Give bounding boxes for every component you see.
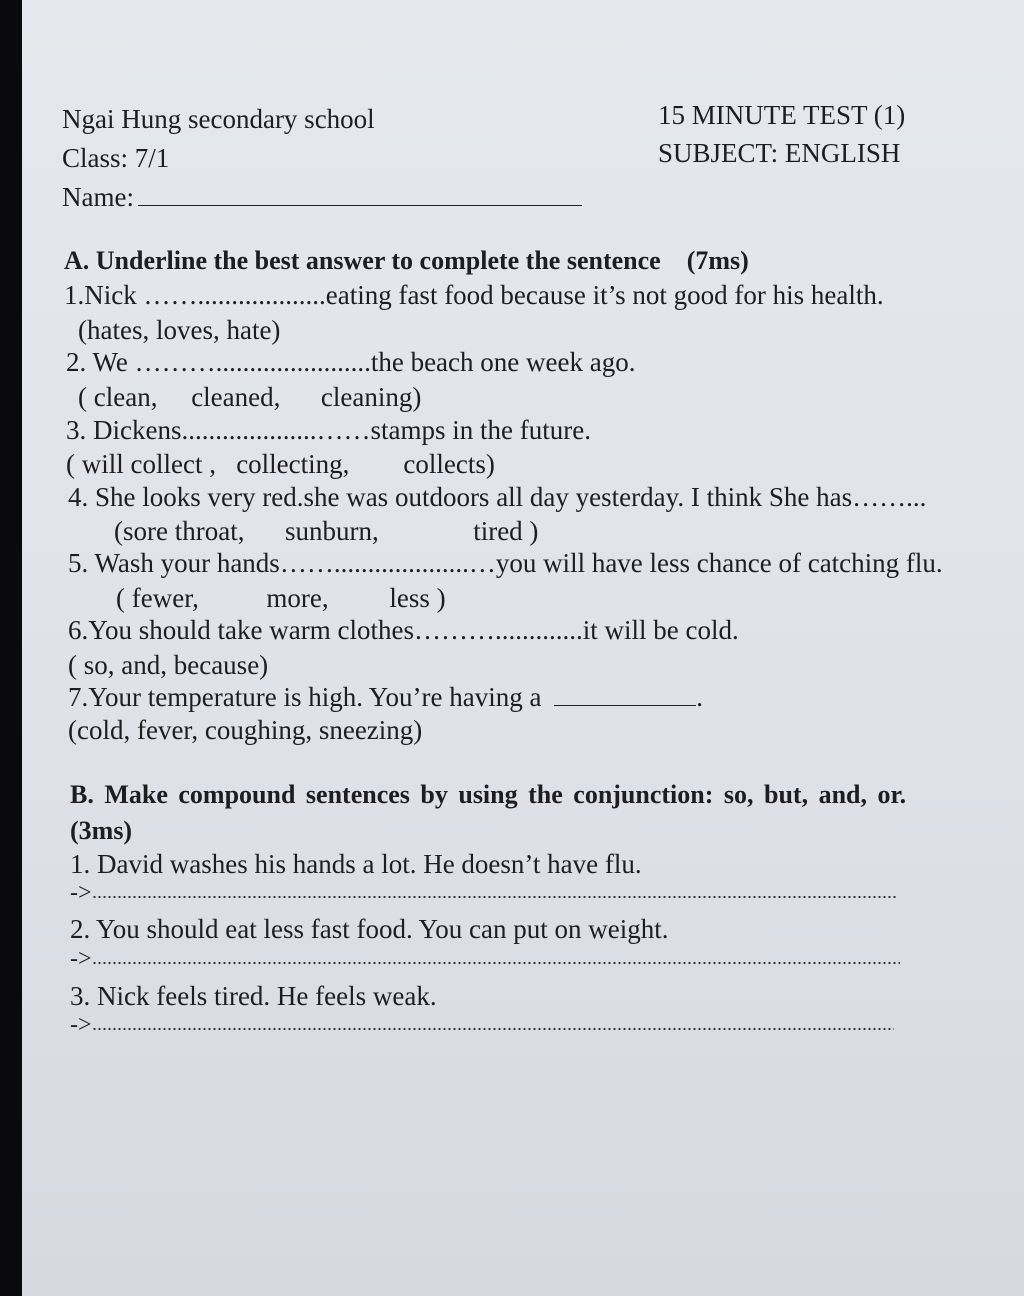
question-text: 1.Nick xyxy=(64,280,144,310)
answer-blank: ……................... xyxy=(143,280,326,310)
answer-options: (hates, loves, hate) xyxy=(78,315,281,345)
question-text: the beach one week ago. xyxy=(370,347,636,377)
answer-line-b3 xyxy=(70,1010,920,1040)
question-text: 5. Wash your hands xyxy=(68,548,280,578)
answer-options: ( clean, cleaned, cleaning) xyxy=(78,382,422,412)
question-text: stamps in the future. xyxy=(370,415,591,445)
dotted-answer-line xyxy=(92,1026,894,1032)
question-text: eating fast food because it’s not good for his health. xyxy=(325,280,884,310)
question-text: 6.You should take warm clothes xyxy=(68,615,414,645)
section-a-points: (7ms) xyxy=(686,246,749,275)
answer-line-b2 xyxy=(70,944,920,974)
answer-options: (sore throat, sunburn, tired ) xyxy=(114,516,539,546)
arrow-label: -> xyxy=(70,946,92,972)
question-text: . xyxy=(696,682,703,712)
section-b-title: B. Make compound sentences by using the conjunction: so, but, and, or. xyxy=(70,780,907,809)
dotted-answer-line xyxy=(92,960,900,966)
test-title: 15 MINUTE TEST (1) xyxy=(658,100,906,130)
question-a3 xyxy=(66,413,591,447)
question-a1 xyxy=(64,278,884,312)
answer-blank-line xyxy=(554,681,696,706)
answer-options: ( will collect , collecting, collects) xyxy=(66,449,495,479)
answer-options: ( fewer, more, less ) xyxy=(116,583,446,613)
answer-blank: ………....................... xyxy=(134,347,371,377)
answer-blank: ……....................… xyxy=(279,548,496,578)
question-a5 xyxy=(68,546,943,580)
name-label: Name: xyxy=(62,182,134,212)
question-a2 xyxy=(66,345,635,379)
answer-blank: ……... xyxy=(852,482,927,512)
question-b1: 1. David washes his hands a lot. He doesn’t have flu. xyxy=(70,849,642,879)
name-blank-line xyxy=(138,181,582,206)
dotted-answer-line xyxy=(92,894,896,900)
question-text: 3. Dickens xyxy=(66,415,182,445)
answer-options: (cold, fever, coughing, sneezing) xyxy=(68,715,423,745)
section-b-points: (3ms) xyxy=(70,816,133,845)
question-b3: 3. Nick feels tired. He feels weak. xyxy=(70,981,437,1011)
question-b2: 2. You should eat less fast food. You can put on weight. xyxy=(70,914,669,944)
arrow-label: -> xyxy=(70,880,92,906)
answer-line-b1 xyxy=(70,878,920,908)
section-a-title-row xyxy=(64,244,749,278)
answer-blank: ....................…… xyxy=(181,415,371,445)
question-text: 2. We xyxy=(66,347,135,377)
question-text: 7.Your temperature is high. You’re having a xyxy=(68,682,549,712)
answer-options: ( so, and, because) xyxy=(68,650,269,680)
question-a4 xyxy=(68,480,926,514)
test-paper xyxy=(22,0,1024,1296)
name-field-row xyxy=(62,180,582,214)
subject-label: SUBJECT: ENGLISH xyxy=(658,138,901,168)
section-a-title: A. Underline the best answer to complete the sentence xyxy=(64,246,661,275)
school-name: Ngai Hung secondary school xyxy=(62,104,375,134)
answer-blank: ………............. xyxy=(413,615,583,645)
question-text: it will be cold. xyxy=(582,615,739,645)
class-label: Class: 7/1 xyxy=(62,143,170,173)
arrow-label: -> xyxy=(70,1012,92,1038)
question-a7 xyxy=(68,680,703,714)
question-text: you will have less chance of catching flu. xyxy=(495,548,943,578)
question-text: 4. She looks very red.she was outdoors all day yesterday. I think She has xyxy=(68,482,853,512)
question-a6 xyxy=(68,613,739,647)
